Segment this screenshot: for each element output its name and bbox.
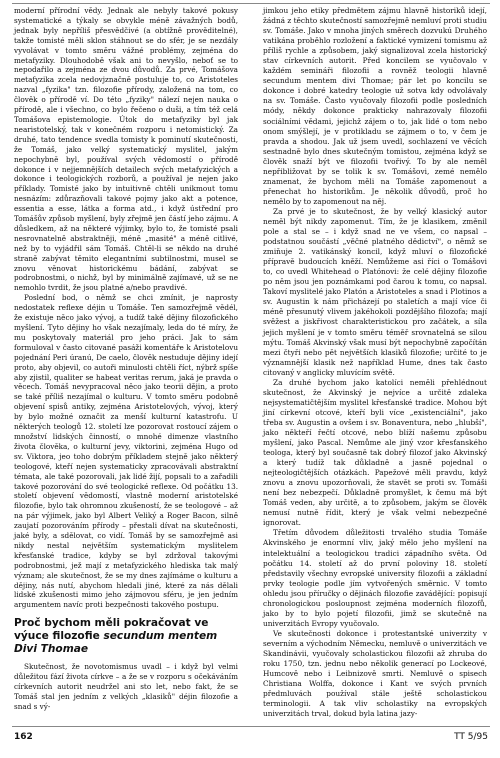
paragraph: Poslední bod, o němž se chci zmínit, je naprosty nedostatek reflexe déjin u Tomáše. Ten samozřejmě vědél, že existuje něco jako vývoj, a tudíž také dějiny filozofického myšlení. Tyto dějiny ho však nezajímaly, leda do té míry, že mu poskytovaly materiál pro jeho práci. Jak to sám formuloval v často citované pasáži komentáře k Aristotelovu pojednání Peri úranú, De caelo, člověk nestuduje dějiny idejí proto, aby objevil, co autoři minulosti chtěli říct, nýbrž spíše aby zjistil, qualiter se habeat veritas rerum, jaká je pravda o věcech. Tomáš nevypracoval něco jako teorii dějin, a proto se také příliš nezajímal o kulturu. V tomto směru podobně objevení spisů antiky, zejména Aristotelových, vývoj, který by bylo možné označit za menší kulturní katastrofu. U některých teologů 12. století lze pozorovat rostoucí zájem o množství lidských činností, o mnohé dimenze vlastního života člověka, o kulturní jevy, viktorini, zejména Hugo od sv. Viktora, jeo toho dobrým příkladem stejně jako některý teologové, kteří nejen systematicky zpracovávali abstraktní témata, ale také pozorovali, jak lidé žijí, popsali to a zařadili takové pozorování do své teologické reflexe. Od počátku 13. století objevení vědomostí, vlastně moderní aristotelské filozofie, bylo tak ohromnou zkušeností, že se teologové – až na pár výjimek, jako byl Albert Veliký a Roger Bacon, silně zaujatí pozorováním přírody – přestali dívat na skutečnosti, jaké byly, a sdělovat, co vidí. Tomáš by se samozřejmě asi nikdy nestal největším systematickým myslitelem křesťanské tradice, kdyby se byl zdržoval takovými podrobnostmi, jež mají z metafyzického hlediska tak malý význam; ale skutečnost, že se my dnes zajímáme o kulturu a dějiny, nás nutí, abychom hledali jiné, které za nás dělali lidské zkušenosti mimo jeho zájmovou sféru, je jen jedním argumentem navíc proti bezpečnosti takového postupu. — [14, 293, 238, 610]
bottom-rule — [12, 726, 490, 727]
paragraph: Skutečnost, že novotomismus uvadl – i když byl velmi důležitou fází života církve – a že se v rozporu s očekáváním církevních autorit neudržel ani sto let, nebo fakt, že se Tomáš stal jen jedním z velkých „klasiků" déjin filozofie a snad s vý- — [14, 662, 238, 711]
left-column — [14, 6, 238, 712]
page-number: 162 — [14, 732, 33, 742]
section-heading — [14, 617, 238, 656]
paragraph: jimkou jeho etiky předmětem zájmu hlavně historiků idejí, žádná z těchto skutečností samozřejmě nemluví proti studiu sv. Tomáše. Jako v mnoha jiných směrech dozvukú Druhého vatikána proběhlo rozložení a faktické vymizení tomismu až příliš rychle a způsobem, jaký signalizoval zcela historický stav církevních autorit. Před koncilem se vyučovalo v každém semináři filozofii a rovněž teologii hlavně secundum mentem divi Thomae; pár let po koncilu se dokonce i dobré katedry teologie už sotva kdy odvolávaly na sv. Tomáše. Často vyučovaly filozofii podle posledních módy, někdy dokonce prakticky nahrazovaly filozofii sociálními vědami, jejichž zájem o to, jak lidé o tom nebo onom smýšlejí, je v protikladu se zájmem o to, v čem je pravda a shodou. Jak už jsem uvedl, sochlazení ve věcích sestnadně bylo dnes skutečným tomistou, zejména když se člověk snaží být ve filozofii tvořivý. To by ale neměl nepřibližovat by se tolik k sv. Tomášovi, zemé nemělo znamenat, že bychom měli na Tomáše zapomenout a přenechat ho historikům. Je několik důvodů, proč ho nemělo by to zapomenout na něj. — [263, 6, 487, 206]
paragraph: moderní přírodní vědy. Jednak ale nebyly takové pokusy systematické a týkaly se obvykle méně závažných bodů, jednak byly nepříliš přesvědčivé (a obtížně prověditelné), takže tomisté měli sklon stáhnout se do sfér, je se nezdály vyvolávat v tomto směru vážné problémy, zejména do metafyziky. Dlouhodobě však ani to nevyšlo, neboť se to nepodařilo a zejména ze dvou důvodů. Za prvé, Tomášova metafyzika zcela nedovjznačně postuluje to, co Aristoteles nazval „fyzika" tzn. filozofie přírody, založená na tom, co člověk o přírodě ví. Do této „fyziky" nálezí nejen nauka o přírodě, ale i všechno, co bylo řečeno o duši, a tím též celá Tomášova epistemologie. Útok do metafyziky byl jak nearistotelský, tak v konečném rozporu i netomistický. Za druhé, tato tendence svedla tomisty k pominutí skutečnosti, že Tomáš, jako velký systematický myslitel, jakým nepochybně byl, používal svých vědomostí o přírodě dokonce i v nejjemnějších detailech svých metafyzických a dokonce i teologických rozborů, a používal je nejen jako příklady. Tomisté jako by intuitivně chtěli unikmout tomu nesnázím: zdůrazňovali takové pojmy jako akt a potence, essentia a esse, látka a forma atd., i když ústřední pro Tomášův způsob myšlení, byly zřejmě jen částí jeho zájmu. A důsledkem, až na některé výjimky, bylo to, že tomisté psali nesrovnatelně abstraktněji, méně „masité" a méně citlivé, než by to vyjádřil sám Tomáš. Chtěl-li se někdo na druhé straně zabývat těmito elegantními subtilnostmi, musel se znovu věnovat historickému bádání, zabývat se podrobnostmi, o nichž, byl by minimálně zajímavé, už se ne nemohlo tvrdit, že jsou platné a/nebo pravdivé. — [14, 6, 238, 293]
issue-label: TT 5/95 — [454, 732, 488, 742]
section-heading-text: Proč bychom měli pokračovat ve výuce filozofie — [14, 617, 209, 643]
section-heading-italic: secundum mentem Divi Thomae — [14, 630, 218, 656]
right-column — [263, 6, 487, 719]
top-rule — [12, 3, 490, 4]
paragraph: Za druhé bychom jako katolíci neměli přehlédnout skutečnost, že Akvinský je nejvíce a určitě zdaleka nejsystematičtějším myslitel křesťanské tradice. Mohou být jiní církevní otcové, kteří byli více „existenciální", jako třeba sv. Augustin a ovšem i sv. Bonaventura, nebo „hlubší", jako někteří řečtí otcové, nebo blíží našemu způsobu myšlení, jako Pascal. Nemůme ale jiný vzor křesťanského teologa, který byl současně tak dobrý filozof jako Akvinský a který tudíž tak důkladně a jasně pojednal o nejteologičtějších otázkách. Papežové měli pravdu, když znovu a znovu upozorňovali, že stavět se proti sv. Tomáši není bez nebezpečí. Důkladně promyšlet, k čemu má být Tomáš veden, aby určitě, a to způsobem, jakým se člověk nemusí nutně řídit, který je však velmi nebezpečné ignorovat. — [263, 377, 487, 528]
paragraph: Třetím důvodem důležitosti trvalého studia Tomáše Akvinského je enormní vliv, jaký mělo jeho myšlení na intelektuální a teologickou tradici západního světa. Od počátku 14. století až do první poloviny 18. století představily všechny evropské university filozofii a základní prvky teologie podle jím vytvořených směrnic. V tomto ohledu jsou příručky o dějinách filozofie zavádějící: popisují chronologickou posloupnost zejména moderních filozofů, jako by to bylo pojetí filozofii, jimž se skutečně na univerzitách Evropy vyučovalo. — [263, 528, 487, 628]
paragraph: Ve skutečnosti dokonce i protestantské univerzity v severním a východním Německu, nemluvě o univerzitách ve Skandinávii, vyučovaly scholastickou filozofii až zhruba do roku 1750, tzn. jednu nebo několik generací po Lockeové, Humcově nebo i Leibnizově smrti. Nemluvě o spisech Christiana Wolffa, dokonce i Kant ve svých prvních předmluvách používal stále ještě scholastickou terminologii. A tak vliv scholastiky na evropských univerzitách trval, dokud byla latina jazy- — [263, 628, 487, 719]
paragraph: Za prvé je to skutečnost, že by velký klasický autor neměl být nikdy zapomenut. Tím, že je klasikem, změnil pole a stal se – i když snad ne ve všem, co napsal – podstatnou součástí „věčné platného dědictví", o němž se zmiňuje 2. vatikánský koncil, když mluví o filozofické přípravě budoucích kněží. Nemůžeme asi říci o Tomášovi to, co uvedl Whitehead o Platónovi: že celé dějiny filozofie po něm jsou jen poznámkami pod čarou k tomu, co napsal. Takoví myslitelé jako Platón a Aristoteles a snad i Plotinos a sv. Augustin k nám přicházejí po staletích a mají více či méně přesunutý vlivem jakéhokoli pozdějšího filozofa; mají svěžest a jiskřivost charakteristickou pro začátek, a síla jejich myšlení je v tomto směru téměř srovnatelná se silou mýtu. Tomáš Akvinský však musí být nepochybně započítán mezi čtyři nebo pět největších klasiků filozofie; určité to je významnější klasik než například Hume, dnes tak často citovaný v anglicky mluvícím světě. — [263, 206, 487, 377]
